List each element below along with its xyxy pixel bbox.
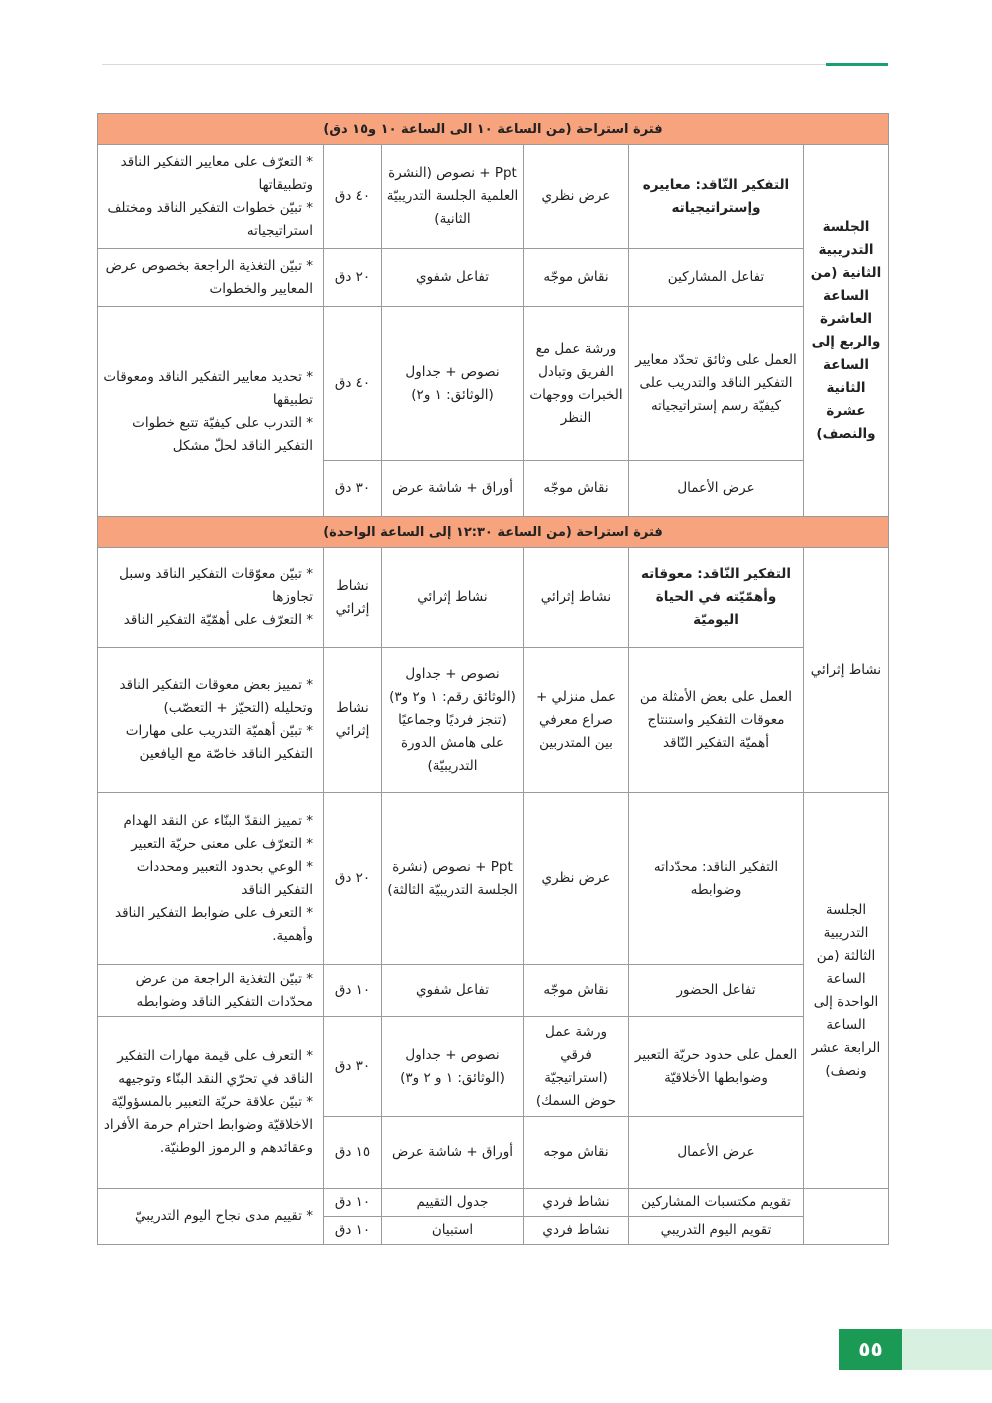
tools-cell: جدول التقييم (382, 1189, 524, 1217)
session-label: الجلسة التدريبية الثالثة (من الساعة الواحدة إلى الساعة الرابعة عشر ونصف) (804, 793, 889, 1189)
goal-item: * التعرّف على أهمّيّة التفكير الناقد (123, 612, 313, 628)
time-cell: ١٠ دق (324, 1217, 382, 1245)
break-label: فترة استراحة (من الساعة ١٢:٣٠ إلى الساعة الواحدة) (98, 517, 889, 548)
goals-cell (98, 307, 324, 517)
time-cell: نشاط إثرائي (324, 648, 382, 793)
time-cell: ٣٠ دق (324, 461, 382, 517)
tools-cell: Ppt + نصوص (النشرة العلمية الجلسة التدريبيّة الثانية) (382, 145, 524, 249)
tools-cell: Ppt + نصوص (نشرة الجلسة التدريبيّة الثالثة) (382, 793, 524, 965)
top-accent-bar (826, 63, 888, 66)
goals-cell (98, 965, 324, 1017)
break-row-2 (98, 517, 889, 548)
goals-cell (98, 249, 324, 307)
goal-item: * تمييز النقدّ البنّاء عن النقد الهدام (123, 812, 313, 829)
time-cell: ٢٠ دق (324, 793, 382, 965)
goal-item: * التعرف على ضوابط التفكير الناقد وأهمية. (115, 904, 313, 944)
method-cell: نقاش موجه (524, 1117, 629, 1189)
goals-cell (98, 1017, 324, 1189)
goal-item: * الوعي بحدود التعبير ومحددات التفكير الناقد (136, 858, 313, 898)
goal-item: * تمييز بعض معوقات التفكير الناقد وتحليله (التحيّز + التعصّب) (119, 677, 313, 716)
tools-cell: نشاط إثرائي (382, 548, 524, 648)
table-row (98, 307, 889, 461)
session-label: نشاط إثرائي (804, 548, 889, 793)
goals-cell (98, 793, 324, 965)
topic-cell: العمل على بعض الأمثلة من معوقات التفكير واستنتاج أهميّة التفكير النّاقد (629, 648, 804, 793)
method-cell: ورشة عمل مع الفريق وتبادل الخبرات ووجهات النظر (524, 307, 629, 461)
method-cell: نقاش موجّه (524, 461, 629, 517)
goal-item: * التعرّف على معنى حريّة التعبير (131, 835, 313, 852)
top-rule (102, 64, 888, 65)
goal-item: * تحديد معايير التفكير الناقد ومعوقات تطبيقها (103, 368, 313, 408)
method-cell: عرض نظري (524, 793, 629, 965)
training-plan-table (97, 113, 889, 1245)
session-label: الجلسة التدريبية الثانية (من الساعة العاشرة والربع إلى الساعة الثانية عشرة والنصف) (804, 145, 889, 517)
method-cell: نشاط إثرائي (524, 548, 629, 648)
goal-item: * تبيّن التغذية الراجعة بخصوص عرض المعايير والخطوات (105, 257, 313, 297)
goal-item: * تبيّن التغذية الراجعة من عرض محدّدات التفكير الناقد وضوابطه (135, 970, 313, 1010)
goal-item: * التعرف على قيمة مهارات التفكير الناقد في تحرّي النقد البنّاء وتوجيهه (117, 1048, 313, 1087)
time-cell: ٣٠ دق (324, 1017, 382, 1117)
table-row (98, 249, 889, 307)
method-cell: عرض نظري (524, 145, 629, 249)
goal-item: * التعرّف على معايير التفكير الناقد وتطبيقاتها (120, 153, 313, 193)
tools-cell: نصوص + جداول (الوثائق رقم: ١ و٢ و٣) (تنجز فرديًا وجماعيًا على هامش الدورة التدريبيّة) (382, 648, 524, 793)
topic-cell: عرض الأعمال (629, 461, 804, 517)
tools-cell: نصوص + جداول (الوثائق: ١ و ٢ و٣) (382, 1017, 524, 1117)
table-row (98, 1017, 889, 1117)
page-number: ٥٥ (839, 1329, 902, 1370)
topic-cell: تقويم مكتسبات المشاركين (629, 1189, 804, 1217)
goal-item: * تبيّن علاقة حريّة التعبير بالمسؤوليّة الاخلاقيّة وضوابط احترام حرمة الأفراد وعقائدهم و الرموز الوطنيّة. (103, 1094, 313, 1156)
table-row (98, 145, 889, 249)
topic-cell: تفاعل الحضور (629, 965, 804, 1017)
session-label-empty (804, 1189, 889, 1245)
goal-item: * التدرب على كيفيّة تتبع خطوات التفكير الناقد لحلّ مشكل (132, 414, 313, 454)
page-number-strip (902, 1329, 992, 1370)
table-row (98, 648, 889, 793)
goals-cell (98, 145, 324, 249)
time-cell: ٢٠ دق (324, 249, 382, 307)
method-cell: نشاط فردي (524, 1189, 629, 1217)
topic-cell: تفاعل المشاركين (629, 249, 804, 307)
topic-cell: عرض الأعمال (629, 1117, 804, 1189)
time-cell: ٤٠ دق (324, 145, 382, 249)
topic-cell: تقويم اليوم التدريبي (629, 1217, 804, 1245)
goal-item: * تبيّن معوّقات التفكير الناقد وسبل تجاوزها (119, 566, 313, 605)
time-cell: نشاط إثرائي (324, 548, 382, 648)
time-cell: ١٥ دق (324, 1117, 382, 1189)
goals-cell (98, 648, 324, 793)
table-row (98, 1189, 889, 1217)
method-cell: نقاش موجّه (524, 249, 629, 307)
tools-cell: تفاعل شفوي (382, 249, 524, 307)
goals-cell (98, 548, 324, 648)
tools-cell: تفاعل شفوي (382, 965, 524, 1017)
table-row (98, 793, 889, 965)
method-cell: نشاط فردي (524, 1217, 629, 1245)
method-cell: نقاش موجّه (524, 965, 629, 1017)
time-cell: ٤٠ دق (324, 307, 382, 461)
goal-item: * تبيّن أهميّة التدريب على مهارات التفكير الناقد خاصّة مع اليافعين (125, 723, 313, 762)
method-cell: عمل منزلي + صراع معرفي بين المتدربين (524, 648, 629, 793)
goal-item: * تقييم مدى نجاح اليوم التدريبيّ (134, 1208, 313, 1224)
break-row-1 (98, 114, 889, 145)
break-label: فترة استراحة (من الساعة ١٠ الى الساعة ١٠ و١٥ دق) (98, 114, 889, 145)
tools-cell: استبيان (382, 1217, 524, 1245)
topic-cell: التفكير الناقد: محدّداته وضوابطه (629, 793, 804, 965)
topic-cell: التفكير النّاقد: معوقاته وأهمّيّته في الحياة اليوميّة (629, 548, 804, 648)
tools-cell: أوراق + شاشة عرض (382, 1117, 524, 1189)
topic-cell: العمل على وثائق تحدّد معايير التفكير الناقد والتدريب على كيفيّة رسم إستراتيجياته (629, 307, 804, 461)
topic-cell: التفكير النّاقد: معاييره وإستراتيجياته (629, 145, 804, 249)
topic-cell: العمل على حدود حريّة التعبير وضوابطها الأخلاقيّة (629, 1017, 804, 1117)
table-row (98, 965, 889, 1017)
table-row (98, 548, 889, 648)
method-cell: ورشة عمل فرقي (استراتيجيّة حوض السمك) (524, 1017, 629, 1117)
time-cell: ١٠ دق (324, 965, 382, 1017)
goal-item: * تبيّن خطوات التفكير الناقد ومختلف استراتيجياته (107, 199, 313, 239)
tools-cell: أوراق + شاشة عرض (382, 461, 524, 517)
tools-cell: نصوص + جداول (الوثائق: ١ و٢) (382, 307, 524, 461)
time-cell: ١٠ دق (324, 1189, 382, 1217)
goals-cell (98, 1189, 324, 1245)
